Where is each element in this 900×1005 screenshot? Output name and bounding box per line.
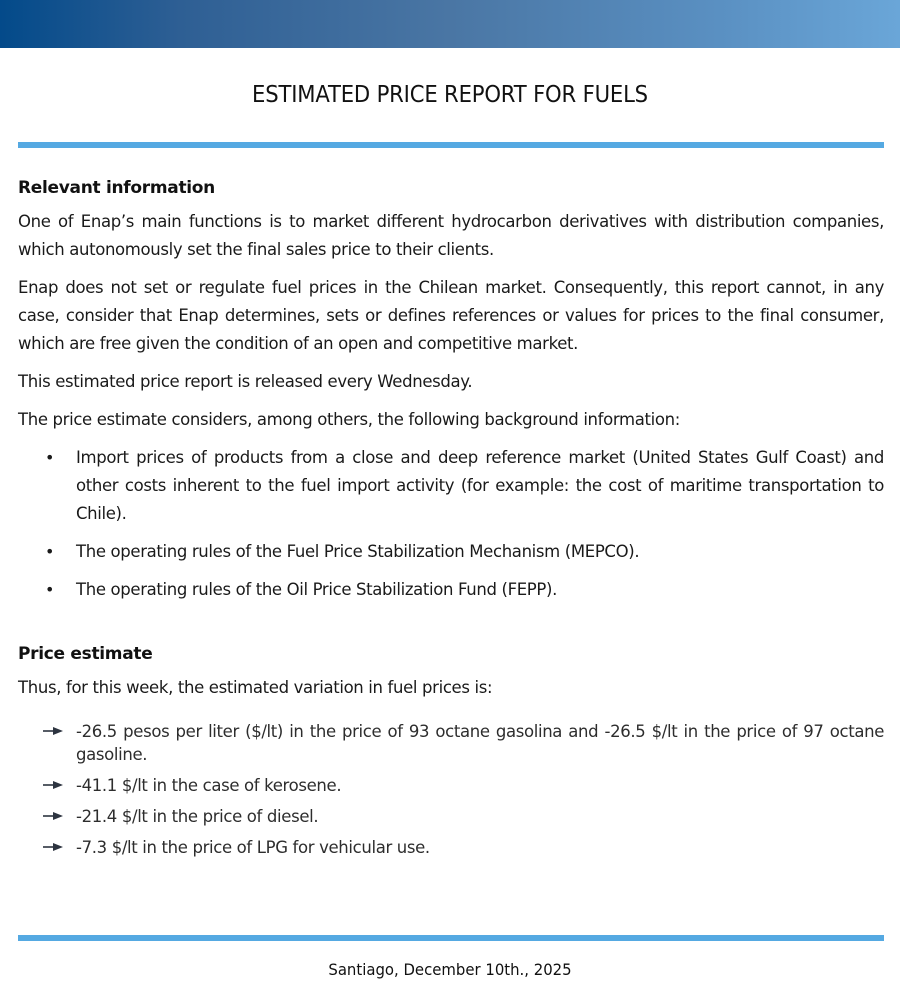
section-relevant-information — [18, 178, 884, 604]
price-variation-item — [18, 720, 884, 766]
bullet-dot-icon: • — [45, 542, 55, 561]
paragraph: Enap does not set or regulate fuel prices in the Chilean market. Consequently, this report cannot, in any case, consider that Enap determines, sets or defines references or values for prices to the final consumer, which are free given the condition of an open and competitive market. — [18, 278, 884, 353]
price-variation-item — [18, 836, 884, 859]
price-variation-list — [18, 720, 884, 859]
arrow-right-icon — [42, 726, 64, 736]
divider-top — [18, 142, 884, 148]
paragraph: This estimated price report is released every Wednesday. — [18, 372, 473, 391]
list-item — [18, 444, 884, 528]
list-item-text: The operating rules of the Fuel Price Stabilization Mechanism (MEPCO). — [76, 542, 640, 561]
price-variation-text: -41.1 $/lt in the case of kerosene. — [76, 776, 342, 795]
background-list — [18, 444, 884, 604]
list-item-text: The operating rules of the Oil Price Stabilization Fund (FEPP). — [76, 580, 557, 599]
bullet-dot-icon: • — [45, 448, 55, 467]
list-item-text: Import prices of products from a close and deep reference market (United States Gulf Coast) and other costs inherent to the fuel import activity (for example: the cost of maritime transportation to Chile). — [76, 448, 884, 523]
price-variation-text: -7.3 $/lt in the price of LPG for vehicular use. — [76, 838, 430, 857]
arrow-right-icon — [42, 780, 64, 790]
section-heading: Price estimate — [18, 644, 153, 664]
report-body — [18, 178, 884, 867]
arrow-right-icon — [42, 842, 64, 852]
price-variation-text: -21.4 $/lt in the price of diesel. — [76, 807, 319, 826]
list-item — [18, 538, 884, 566]
paragraph: The price estimate considers, among others, the following background information: — [18, 410, 680, 429]
list-item — [18, 576, 884, 604]
footer-date: Santiago, December 10th., 2025 — [328, 960, 572, 979]
price-variation-text: -26.5 pesos per liter ($/lt) in the price of 93 octane gasolina and -26.5 $/lt in the price of 97 octane gasoline. — [76, 722, 884, 764]
header-banner — [0, 0, 900, 48]
divider-bottom — [18, 935, 884, 941]
paragraph: One of Enap’s main functions is to market different hydrocarbon derivatives with distribution companies, which autonomously set the final sales price to their clients. — [18, 212, 884, 259]
price-variation-item — [18, 805, 884, 828]
section-price-estimate — [18, 644, 884, 859]
price-variation-item — [18, 774, 884, 797]
arrow-right-icon — [42, 811, 64, 821]
bullet-dot-icon: • — [45, 580, 55, 599]
section-heading: Relevant information — [18, 178, 215, 198]
paragraph: Thus, for this week, the estimated variation in fuel prices is: — [18, 678, 493, 697]
page-title: ESTIMATED PRICE REPORT FOR FUELS — [252, 82, 648, 108]
